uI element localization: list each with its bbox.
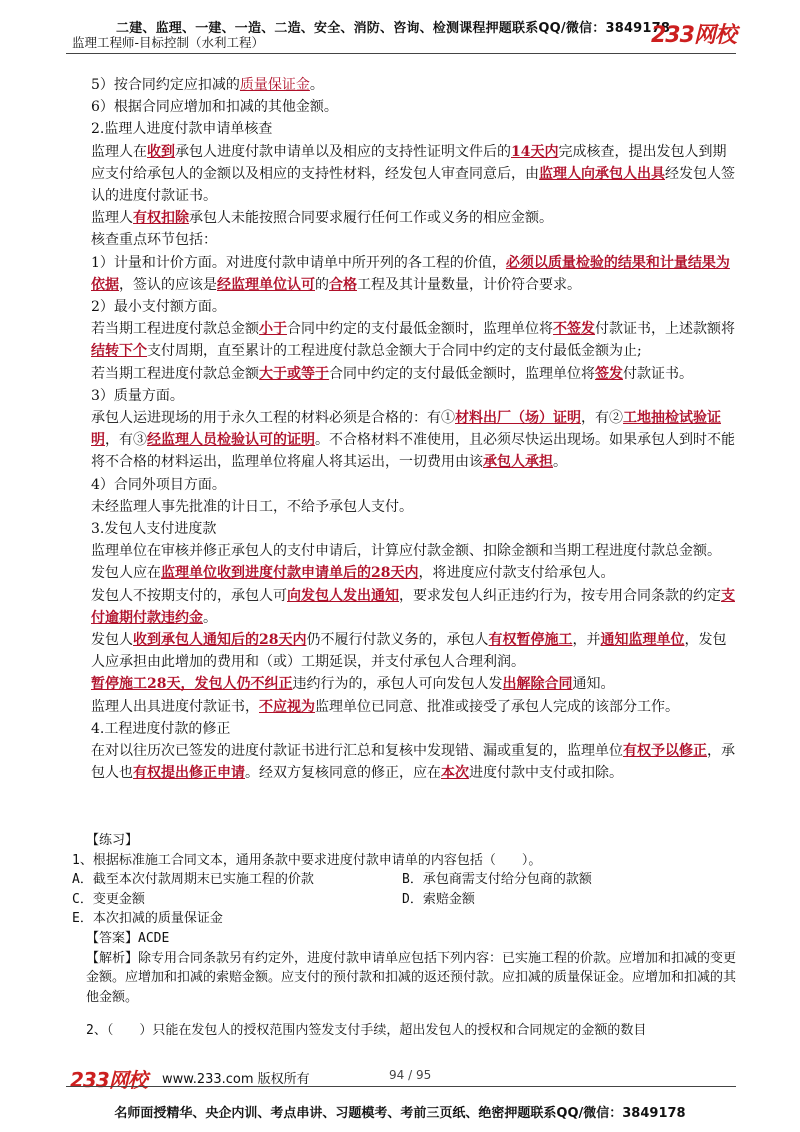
text: 经发包人签认的进度付款证书。: [91, 165, 735, 205]
text: 发包人: [91, 632, 133, 649]
text: ，发包人应承担由此增加的费用和（或）工期延误，并支付承包人合理利润。: [91, 632, 727, 671]
highlight: 必须以质量检验的结果和计量结果为依据: [91, 254, 730, 293]
text: ，并: [572, 632, 601, 649]
answer-line: [72, 929, 742, 949]
paragraph: [72, 673, 736, 695]
text: 仍不履行付款义务的，承包人: [306, 632, 489, 649]
text: 监理单位已同意、批准或接受了承包人完成的该部分工作。: [315, 698, 679, 715]
section-heading: 2.监理人进度付款申请单核查: [91, 121, 273, 138]
highlight: 质量保证金: [239, 77, 310, 93]
highlight: 支付逾期付款违约金: [91, 587, 735, 626]
text: ，有③: [105, 432, 147, 449]
option-row: [72, 890, 742, 910]
text: 承包人运进现场的用于永久工程的材料必须是合格的：有①: [91, 410, 455, 427]
text: 工程及其计量数量，计价符合要求。: [357, 276, 581, 293]
page-number: 94 / 95: [389, 1068, 432, 1082]
header-subject: 监理工程师-目标控制（水利工程）: [72, 35, 265, 50]
highlight: 收到承包人通知后的28天内: [133, 632, 307, 649]
text: 监理人在: [91, 143, 147, 160]
question-2: 2、（ ）只能在发包人的授权范围内签发支付手续，超出发包人的授权和合同规定的金额的数目: [86, 1023, 647, 1039]
text: 在对以往历次已签发的进度付款证书进行汇总和复核中发现错、漏或重复的，监理单位: [91, 743, 623, 760]
option-b: B．承包商需支付给分包商的款额: [402, 872, 592, 888]
highlight: 暂停施工28天，发包人仍不纠正: [91, 676, 293, 693]
text: 付款证书。: [623, 365, 693, 382]
paragraph: [72, 363, 736, 385]
highlight: 有权扣除: [133, 210, 189, 227]
paragraph: [72, 252, 736, 296]
text: 通知。: [572, 676, 615, 693]
practice-section: [72, 831, 742, 1041]
text: 5）按合同约定应扣减的: [91, 77, 240, 93]
paragraph: 3）质量方面。: [91, 387, 184, 404]
highlight: 不签发: [553, 321, 595, 338]
text: 付款证书，上述款额将: [595, 321, 735, 338]
footer-logo: 233网校: [70, 1068, 147, 1092]
paragraph: [72, 696, 736, 718]
paragraph: 2）最小支付额方面。: [91, 299, 226, 316]
paragraph: [72, 585, 736, 629]
text: ，将进度应付款支付给承包人。: [418, 565, 615, 582]
paragraph: 核查重点环节包括：: [91, 232, 217, 249]
page-header: [0, 0, 800, 56]
highlight: 通知监理单位: [600, 632, 685, 649]
option-c: C．变更金额: [72, 891, 145, 907]
text: 。不合格材料不准使用，且必须尽快运出现场。如果承包人到时不能将不合格的材料运出，监理单位将雇人将其运出，一切费用由该: [91, 432, 735, 471]
paragraph: 未经监理人事先批准的计日工，不给予承包人支付。: [91, 498, 413, 515]
text: 1）计量和计价方面。对进度付款申请单中所开列的各工程的价值，: [91, 254, 506, 271]
footer-divider: [66, 1086, 736, 1087]
paragraph: [72, 207, 736, 229]
practice-title: 【练习】: [86, 833, 139, 848]
text: 监理人: [91, 210, 133, 227]
highlight: 承包人承担: [483, 454, 553, 471]
text: 。经双方复核同意的修正，应在: [245, 765, 441, 782]
highlight: 材料出厂（场）证明: [455, 410, 581, 427]
highlight: 本次: [441, 765, 469, 782]
footer-site: www.233.com 版权所有: [162, 1072, 310, 1087]
text: 。: [203, 609, 217, 626]
highlight: 合格: [329, 276, 357, 293]
answer-value: ACDE: [138, 930, 170, 946]
section-heading: 3.发包人支付进度款: [91, 521, 217, 538]
paragraph: 6）根据合同应增加和扣减的其他金额。: [91, 99, 338, 116]
highlight: 结转下个: [91, 343, 147, 360]
text: ，签认的应该是: [119, 276, 217, 293]
text: 合同中约定的支付最低金额时，监理单位将: [287, 321, 553, 338]
option-d: D．索赔金额: [402, 891, 475, 907]
paragraph: [72, 562, 736, 584]
analysis-text: 除专用合同条款另有约定外，进度付款申请单应包括下列内容：已实施工程的价款。应增加和扣减的变更金额。应增加和扣减的索赔金额。应支付的预付款和扣减的返还预付款。应扣减的质量保证金。应增加和扣减的其他金额。: [86, 950, 737, 1005]
text: ，承包人也: [91, 743, 735, 782]
paragraph: [72, 74, 736, 96]
highlight: 有权提出修正申请: [133, 765, 245, 782]
text: 完成核查，提出发包人到期应支付给承包人的金额以及相应的支持性材料，经发包人审查同意后，由: [91, 143, 727, 182]
highlight: 不应视为: [259, 698, 315, 715]
highlight: 监理单位收到进度付款申请单后的28天内: [161, 565, 419, 582]
paragraph: [72, 407, 736, 474]
text: 。: [553, 454, 567, 471]
highlight: 签发: [595, 365, 623, 382]
text: 进度付款中支付或扣除。: [469, 765, 623, 782]
paragraph: [72, 629, 736, 673]
header-logo: 233网校: [651, 23, 736, 48]
text: 支付周期，直至累计的工程进度付款总金额大于合同中约定的支付最低金额为止;: [147, 343, 642, 360]
text: 的: [315, 276, 329, 293]
highlight: 14天内: [511, 143, 559, 160]
text: 若当期工程进度付款总金额: [91, 321, 259, 338]
highlight: 有权予以修正: [623, 743, 707, 760]
answer-label: 【答案】: [86, 930, 139, 946]
text: 发包人不按期支付的，承包人可: [91, 587, 287, 604]
highlight: 向发包人发出通知: [287, 587, 399, 604]
text: 承包人进度付款申请单以及相应的支持性证明文件后的: [175, 143, 511, 160]
paragraph: 4）合同外项目方面。: [91, 476, 226, 493]
text: 监理人出具进度付款证书，: [91, 698, 259, 715]
question-1: 1、根据标准施工合同文本，通用条款中要求进度付款申请单的内容包括（ ）。: [72, 852, 542, 868]
header-contact: 二建、监理、一建、一造、二造、安全、消防、咨询、检测课程押题联系QQ/微信：3849178: [116, 21, 671, 36]
text: ，要求发包人纠正违约行为，按专用合同条款的约定: [399, 587, 721, 604]
section-heading: 4.工程进度付款的修正: [91, 720, 231, 737]
analysis-label: 【解析】: [86, 950, 139, 966]
footer-contact: 名师面授精华、央企内训、考点串讲、习题模考、考前三页纸、绝密押题联系QQ/微信：3849178: [114, 1106, 686, 1121]
text: 发包人应在: [91, 565, 161, 582]
option-a: A．截至本次付款周期末已实施工程的价款: [72, 872, 314, 888]
paragraph: 监理单位在审核并修正承包人的支付申请后，计算应付款金额、扣除金额和当期工程进度付款总金额。: [91, 543, 721, 560]
header-divider: [66, 53, 736, 54]
document-body: [72, 74, 736, 785]
option-row: [72, 870, 742, 890]
paragraph: [72, 318, 736, 362]
text: 若当期工程进度付款总金额: [91, 365, 259, 382]
highlight: 经监理人员检验认可的证明: [147, 432, 315, 449]
text: 。: [309, 77, 324, 93]
option-e: E．本次扣减的质量保证金: [72, 911, 223, 927]
highlight: 监理人向承包人出具: [539, 165, 665, 182]
highlight: 大于或等于: [259, 365, 329, 382]
text: 承包人未能按照合同要求履行任何工作或义务的相应金额。: [189, 210, 553, 227]
paragraph: [72, 141, 736, 208]
text: ，有②: [581, 410, 623, 427]
paragraph: [72, 740, 736, 784]
highlight: 工地抽检试验证明: [91, 410, 721, 449]
highlight: 出解除合同: [502, 676, 573, 693]
highlight: 小于: [259, 321, 287, 338]
highlight: 经监理单位认可: [217, 276, 315, 293]
highlight: 收到: [147, 143, 175, 160]
text: 合同中约定的支付最低金额时，监理单位将: [329, 365, 595, 382]
text: 违约行为的，承包人可向发包人发: [292, 676, 503, 693]
analysis: [72, 949, 742, 1008]
highlight: 有权暂停施工: [488, 632, 573, 649]
